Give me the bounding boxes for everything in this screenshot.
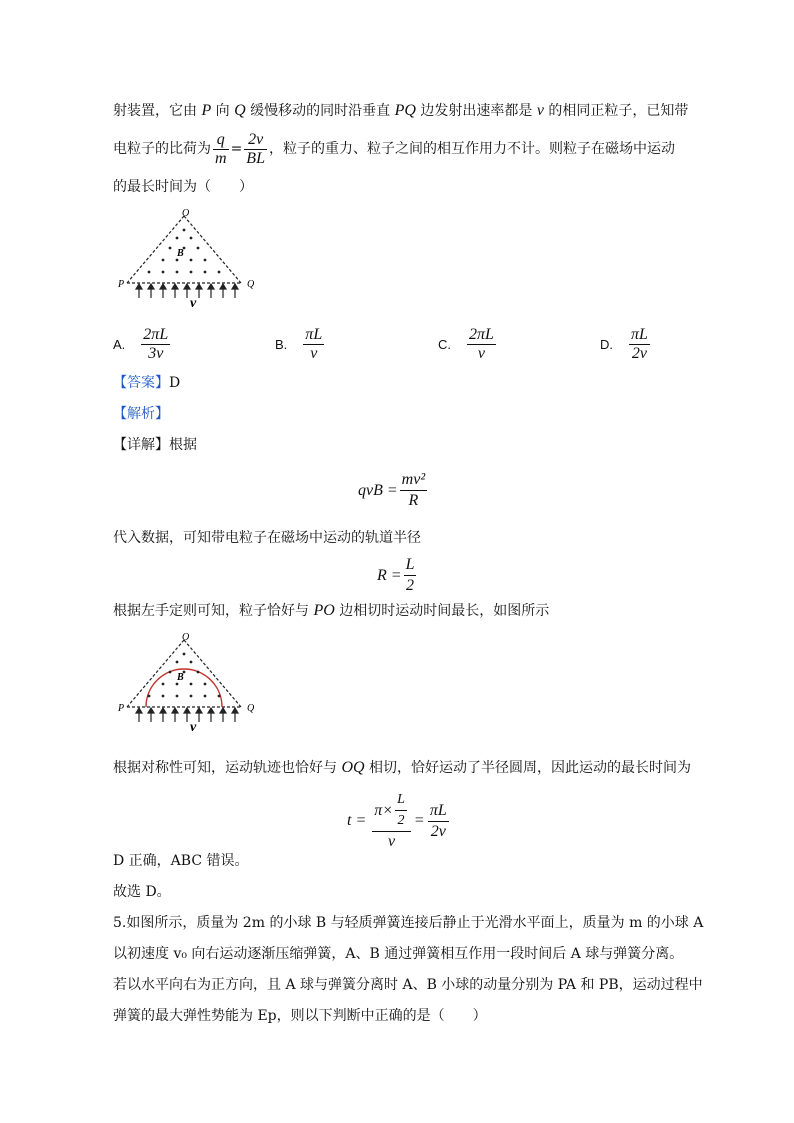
label-p: P <box>118 279 125 290</box>
choose-line: 故选 D。 <box>113 884 171 900</box>
value-fraction: $\frac{2v}{BL}$ <box>246 130 265 167</box>
label-q: Q <box>247 703 255 714</box>
var-pq: PQ <box>394 102 416 119</box>
answer-value: D <box>169 375 181 391</box>
label-v: v <box>190 720 197 732</box>
analysis-tag: 【解析】 <box>113 406 169 422</box>
detail-text: 根据 <box>169 437 197 453</box>
label-v: v <box>190 296 197 308</box>
q5-line-3: 若以水平向右为正方向，且 A 球与弹簧分离时 A、B 小球的动量分别为 PA 和 PB，运动过程中 <box>113 977 703 993</box>
label-p: P <box>118 703 125 714</box>
text: 电粒子的比荷为 <box>113 141 211 157</box>
text: 的相同正粒子，已知带 <box>543 103 689 119</box>
equals-sign: = <box>230 141 243 157</box>
option-a[interactable]: A. $\frac{2\pi L}{3v}$ <box>113 326 169 362</box>
problem-line-2 <box>113 130 675 168</box>
q5-line-1: 5.如图所示，质量为 2m 的小球 B 与轻质弹簧连接后静止于光滑水平面上，质量为 m 的小球 A <box>113 915 704 931</box>
text: 缓慢移动的同时沿垂直 <box>245 103 395 119</box>
problem-line-1 <box>113 101 688 121</box>
answer-line <box>113 373 180 393</box>
left-hand-rule-line: 根据左手定则可知，粒子恰好与 PO 边相切时运动时间最长，如图所示 <box>113 602 550 619</box>
problem-line-3: 的最长时间为（ ） <box>113 179 253 195</box>
option-b[interactable]: B. $\frac{\pi L}{v}$ <box>275 326 323 362</box>
var-po: PO <box>313 602 335 619</box>
equation-lorentz: qvB = $\frac{\text{mv²}}{R}$ <box>358 471 426 509</box>
var-v: v <box>536 102 544 119</box>
label-b: B <box>177 672 184 683</box>
trajectory-arc <box>146 669 222 707</box>
answer-tag: 【答案】 <box>113 375 169 391</box>
q5-line-4: 弹簧的最大弹性势能为 Ep，则以下判断中正确的是（ ） <box>113 1008 487 1024</box>
detail-tag: 【详解】 <box>113 437 169 453</box>
substitution-text: 代入数据，可知带电粒子在磁场中运动的轨道半径 <box>113 530 421 546</box>
charge-ratio-fraction: $\frac{q}{m}$ <box>215 130 227 167</box>
symmetry-line: 根据对称性可知，运动轨迹也恰好与 OQ 相切，恰好运动了半径圆周，因此运动的最长时间为 <box>113 759 692 776</box>
var-p: P <box>201 102 212 119</box>
text: 射装置，它由 <box>113 103 202 119</box>
var-q: Q <box>234 102 246 119</box>
option-d[interactable]: D. $\frac{\pi L}{2v}$ <box>600 326 648 362</box>
var-oq: OQ <box>341 759 365 776</box>
q5-line-2: 以初速度 v₀ 向右运动逐渐压缩弹簧，A、B 通过弹簧相互作用一段时间后 A 球与弹簧分离。 <box>113 946 684 962</box>
conclusion-line: D 正确，ABC 错误。 <box>113 853 249 869</box>
text: 向 <box>211 103 235 119</box>
text: 边发射出速率都是 <box>415 103 537 119</box>
triangle-field-figure-with-arc <box>113 632 263 732</box>
option-c[interactable]: C. $\frac{2\pi L}{v}$ <box>438 326 494 362</box>
label-b: B <box>177 248 184 259</box>
equation-radius: R = $\frac{L}{2}$ <box>377 556 415 594</box>
text: ，粒子的重力、粒子之间的相互作用力不计。则粒子在磁场中运动 <box>268 141 675 157</box>
label-o: O <box>182 208 190 219</box>
equation-time: t = π× $\frac{L}{2}$ v = $\frac{\pi L}{2v}$ <box>347 792 447 850</box>
triangle-field-figure <box>113 208 263 308</box>
label-q: Q <box>247 279 255 290</box>
detail-line <box>113 435 197 455</box>
label-o: O <box>182 632 190 643</box>
